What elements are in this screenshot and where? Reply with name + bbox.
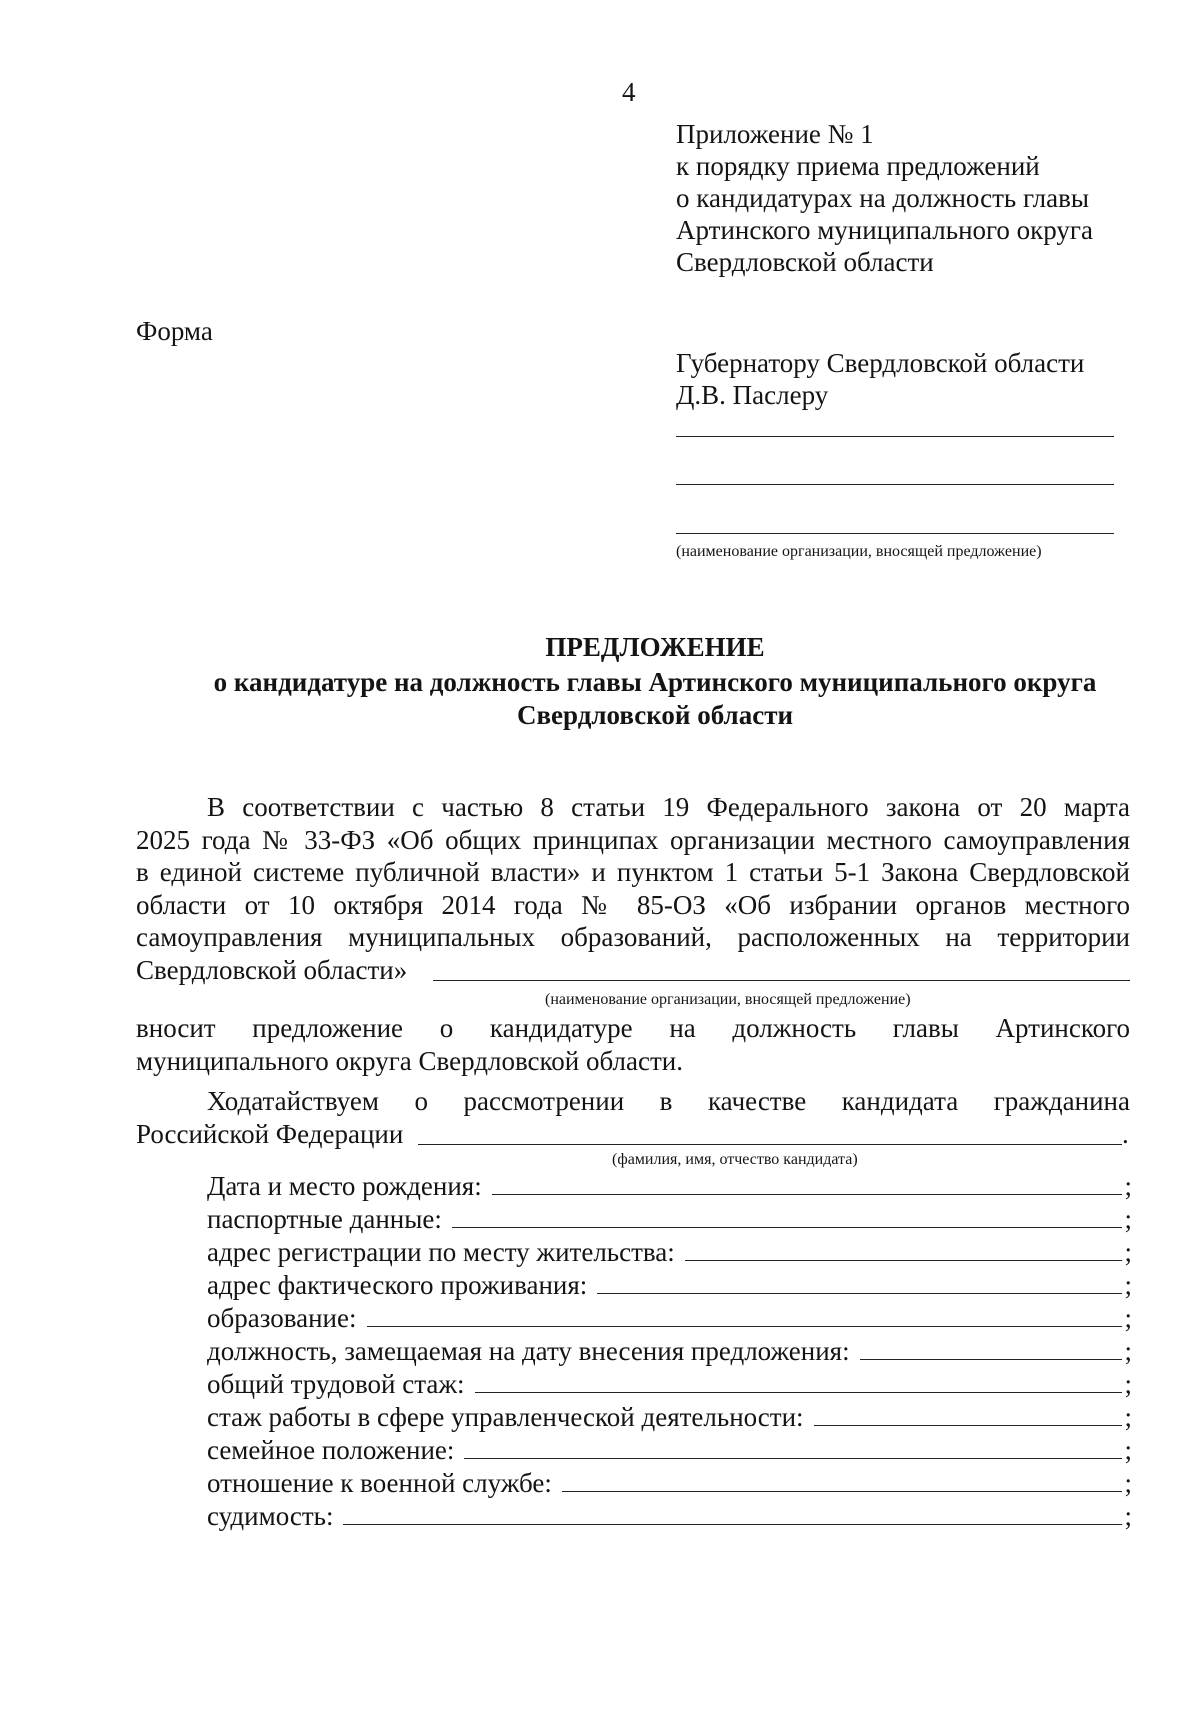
blank-line[interactable] (676, 533, 1114, 534)
field-label: стаж работы в сфере управленческой деятельности: (207, 1402, 804, 1432)
field-blank[interactable] (367, 1304, 1123, 1327)
field-blank[interactable] (452, 1205, 1123, 1228)
field-blank[interactable] (475, 1370, 1123, 1393)
field-passport[interactable] (207, 1203, 1132, 1236)
appendix-line: Приложение № 1 (676, 119, 874, 149)
field-management-experience[interactable] (207, 1401, 1132, 1434)
field-label: паспортные данные: (207, 1204, 442, 1234)
organization-caption: (наименование организации, вносящей предложение) (545, 991, 911, 1008)
candidate-name-blank[interactable] (418, 1144, 1122, 1145)
field-birth[interactable] (207, 1170, 1132, 1203)
field-total-experience[interactable] (207, 1368, 1132, 1401)
body-line: в единой системе публичной власти» и пунктом 1 статьи 5-1 Закона Свердловской (136, 857, 1130, 887)
field-criminal-record[interactable] (207, 1500, 1132, 1533)
field-end: ; (1124, 1402, 1132, 1432)
appendix-line: Артинского муниципального округа (676, 215, 1093, 245)
field-end: ; (1124, 1171, 1132, 1201)
field-end: ; (1124, 1270, 1132, 1300)
field-end: ; (1124, 1237, 1132, 1267)
period: . (1122, 1119, 1129, 1149)
document-subtitle: о кандидатуре на должность главы Артинского муниципального округа (213, 667, 1097, 697)
field-end: ; (1124, 1303, 1132, 1333)
field-label: адрес регистрации по месту жительства: (207, 1237, 675, 1267)
field-end: ; (1124, 1501, 1132, 1531)
form-label: Форма (136, 316, 213, 346)
document-title: ПРЕДЛОЖЕНИЕ (545, 632, 765, 662)
field-label: Дата и место рождения: (207, 1171, 482, 1201)
candidate-caption: (фамилия, имя, отчество кандидата) (612, 1151, 858, 1168)
field-label: образование: (207, 1303, 357, 1333)
field-blank[interactable] (860, 1337, 1123, 1360)
field-position[interactable] (207, 1335, 1132, 1368)
blank-line[interactable] (676, 436, 1114, 437)
body-line: области от 10 октября 2014 года № 85-ОЗ «Об избрании органов местного (136, 890, 1130, 920)
field-blank[interactable] (343, 1502, 1122, 1525)
field-actual-address[interactable] (207, 1269, 1132, 1302)
body-line: Ходатайствуем о рассмотрении в качестве кандидата гражданина (207, 1086, 1130, 1116)
addressee-line: Д.В. Паслеру (676, 380, 829, 410)
page-number: 4 (622, 77, 636, 107)
addressee-caption: (наименование организации, вносящей предложение) (676, 543, 1042, 560)
field-label: семейное положение: (207, 1435, 455, 1465)
body-line (136, 954, 407, 986)
field-label: должность, замещаемая на дату внесения предложения: (207, 1336, 850, 1366)
organization-blank[interactable] (433, 980, 1130, 981)
field-marital-status[interactable] (207, 1434, 1132, 1467)
field-blank[interactable] (464, 1436, 1122, 1459)
field-registration-address[interactable] (207, 1236, 1132, 1269)
appendix-block (676, 118, 1093, 278)
field-end: ; (1124, 1435, 1132, 1465)
body-line: 2025 года № 33-ФЗ «Об общих принципах организации местного самоуправления (136, 825, 1130, 855)
field-end: ; (1124, 1369, 1132, 1399)
field-blank[interactable] (492, 1172, 1123, 1195)
appendix-line: о кандидатурах на должность главы (676, 183, 1089, 213)
appendix-line: Свердловской области (676, 247, 934, 277)
body-line: муниципального округа Свердловской области. (136, 1046, 683, 1076)
document-subtitle: Свердловской области (516, 700, 794, 730)
body-line: самоуправления муниципальных образований, расположенных на территории (136, 922, 1130, 952)
body-line-text: Свердловской области» (136, 955, 408, 985)
field-military-service[interactable] (207, 1467, 1132, 1500)
body-line: вносит предложение о кандидатуре на должность главы Артинского (136, 1013, 1130, 1043)
field-label: отношение к военной службе: (207, 1468, 552, 1498)
addressee-line: Губернатору Свердловской области (676, 348, 1085, 378)
field-end: ; (1124, 1336, 1132, 1366)
blank-line[interactable] (676, 484, 1114, 485)
body-line: В соответствии с частью 8 статьи 19 Федерального закона от 20 марта (207, 792, 1130, 822)
addressee-block (676, 347, 1084, 411)
field-label: общий трудовой стаж: (207, 1369, 465, 1399)
field-blank[interactable] (562, 1469, 1123, 1492)
field-end: ; (1124, 1468, 1132, 1498)
body-line: Российской Федерации (136, 1119, 404, 1149)
field-blank[interactable] (685, 1238, 1123, 1261)
field-blank[interactable] (814, 1403, 1123, 1426)
field-label: адрес фактического проживания: (207, 1270, 588, 1300)
field-education[interactable] (207, 1302, 1132, 1335)
field-blank[interactable] (597, 1271, 1122, 1294)
appendix-line: к порядку приема предложений (676, 151, 1040, 181)
field-label: судимость: (207, 1501, 334, 1531)
field-end: ; (1124, 1204, 1132, 1234)
